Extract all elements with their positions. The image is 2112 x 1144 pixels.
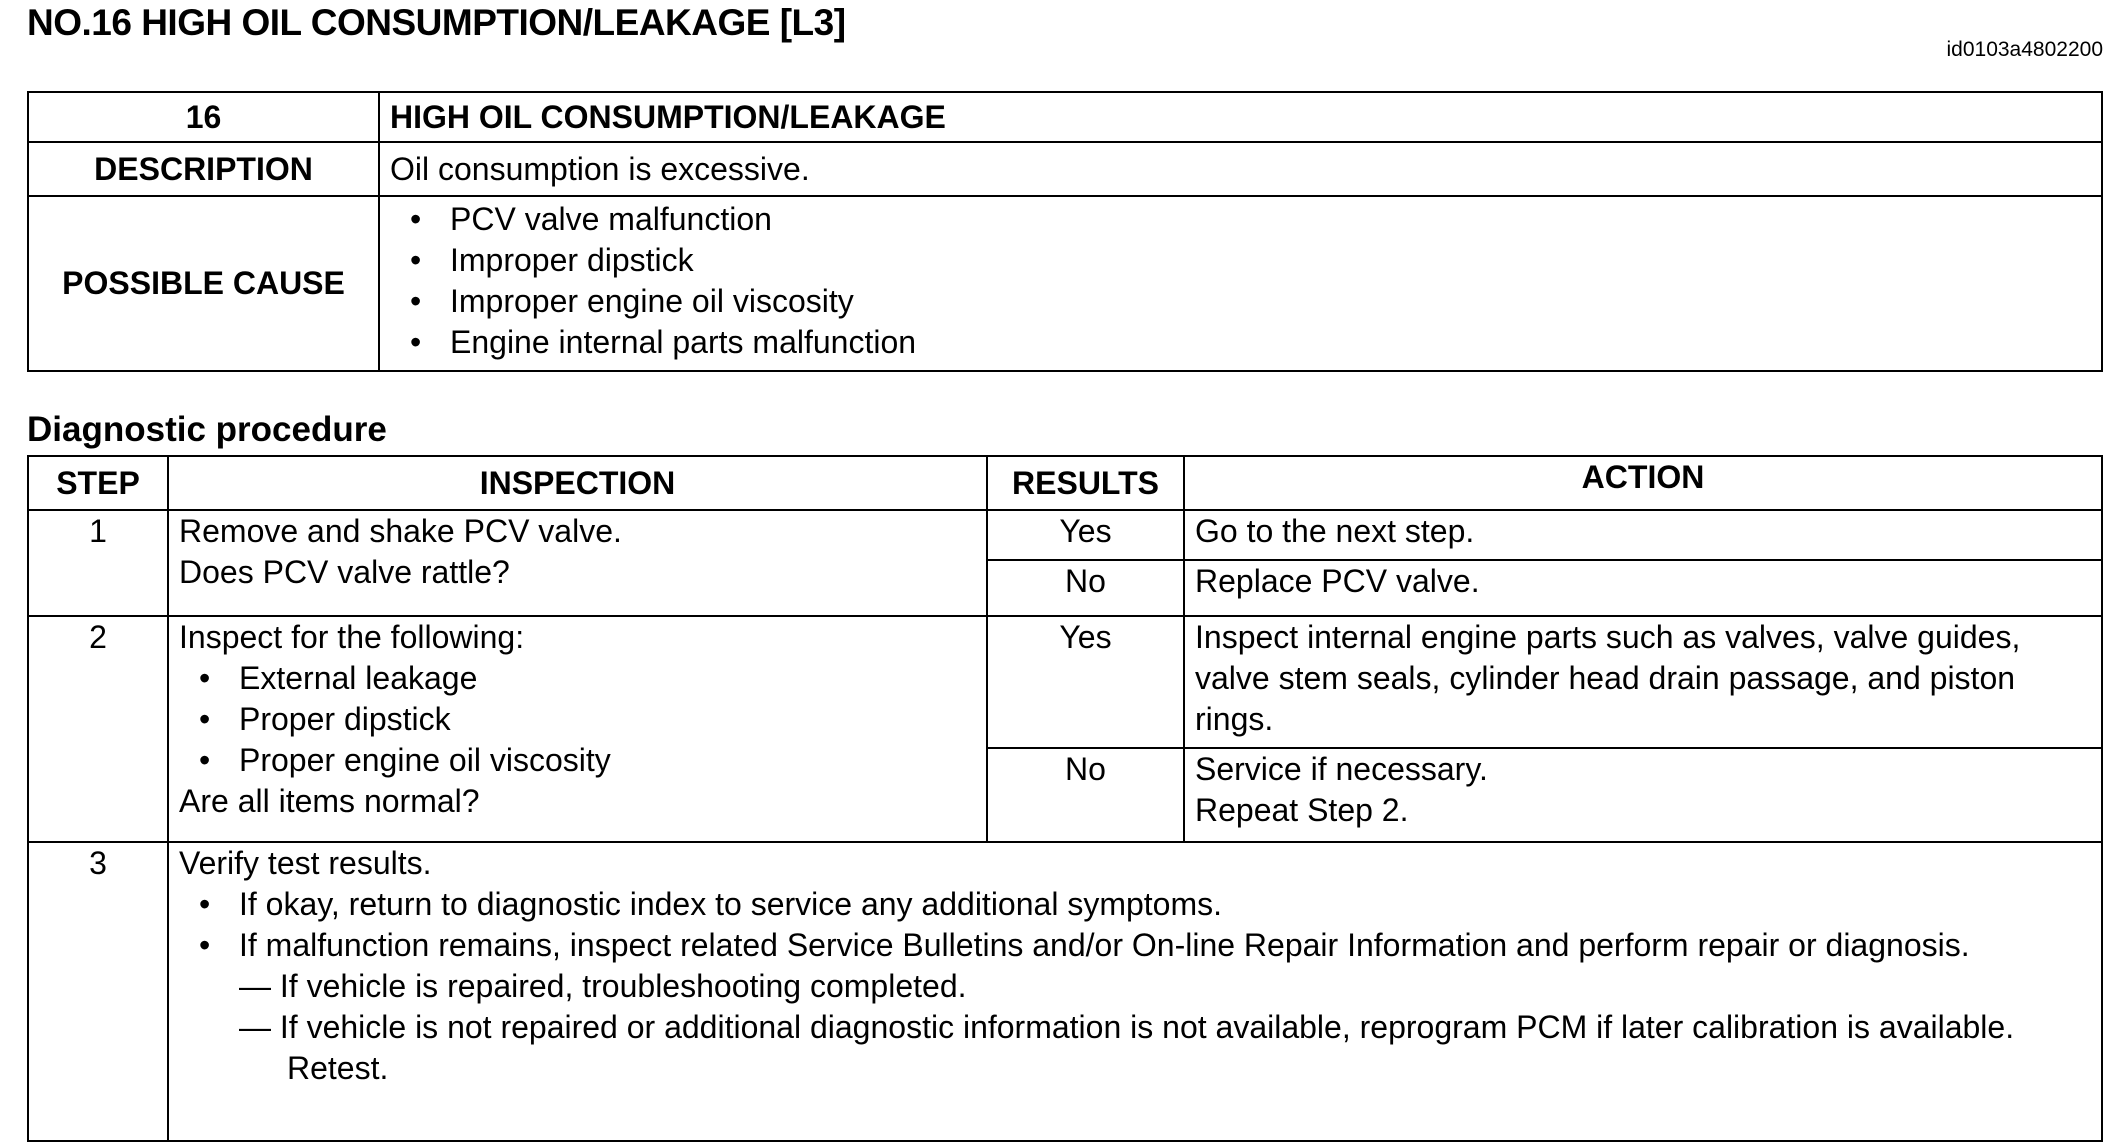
action-text: Go to the next step. <box>1184 510 2102 560</box>
inspection-line: Are all items normal? <box>179 783 480 819</box>
action-line: Service if necessary. <box>1195 751 1488 787</box>
inspection-line: Does PCV valve rattle? <box>179 554 510 590</box>
step-number: 1 <box>28 510 168 616</box>
step-number: 2 <box>28 616 168 842</box>
inspection-item: • External leakage <box>239 658 976 699</box>
verification-item: • If okay, return to diagnostic index to service any additional symptoms. <box>239 884 2091 925</box>
header-results: RESULTS <box>987 456 1184 510</box>
description-label: DESCRIPTION <box>28 142 379 196</box>
page-title: NO.16 HIGH OIL CONSUMPTION/LEAKAGE [L3] <box>27 2 846 43</box>
action-text <box>1184 748 2102 842</box>
result-no: No <box>987 560 1184 616</box>
verification-item: • If malfunction remains, inspect related Service Bulletins and/or On-line Repair Information and perform repair or diagnosis. <box>239 925 2091 966</box>
document-id: id0103a4802200 <box>1946 38 2103 61</box>
header-action: ACTION <box>1184 456 2102 510</box>
cause-item: • PCV valve malfunction <box>450 199 2091 240</box>
inspection-line: Inspect for the following: <box>179 619 525 655</box>
header-step: STEP <box>28 456 168 510</box>
result-yes: Yes <box>987 510 1184 560</box>
inspection-item: • Proper engine oil viscosity <box>239 740 976 781</box>
action-text: Replace PCV valve. <box>1184 560 2102 616</box>
description-text: Oil consumption is excessive. <box>379 142 2102 196</box>
result-no: No <box>987 748 1184 842</box>
symptom-heading: HIGH OIL CONSUMPTION/LEAKAGE <box>379 92 2102 142</box>
summary-table <box>27 91 2103 372</box>
header-inspection: INSPECTION <box>168 456 987 510</box>
result-yes: Yes <box>987 616 1184 748</box>
cause-item: • Engine internal parts malfunction <box>450 322 2091 363</box>
verification-subitem: — If vehicle is not repaired or additional diagnostic information is not available, reprogram PCM if later calibration is available. Retest. <box>239 1009 2015 1086</box>
possible-cause-label: POSSIBLE CAUSE <box>28 196 379 371</box>
procedure-table <box>27 455 2103 1142</box>
step-inspection <box>168 616 987 842</box>
possible-cause-list <box>379 196 2102 371</box>
inspection-item: • Proper dipstick <box>239 699 976 740</box>
procedure-heading: Diagnostic procedure <box>27 410 387 449</box>
verification-subitem: — If vehicle is repaired, troubleshooting completed. <box>239 968 967 1004</box>
action-text: Inspect internal engine parts such as valves, valve guides, valve stem seals, cylinder head drain passage, and piston rings. <box>1184 616 2102 748</box>
step-inspection <box>168 510 987 616</box>
symptom-number: 16 <box>28 92 379 142</box>
step-number: 3 <box>28 842 168 1141</box>
cause-item: • Improper engine oil viscosity <box>450 281 2091 322</box>
step-verification <box>168 842 2102 1141</box>
action-line: Repeat Step 2. <box>1195 792 1409 828</box>
cause-item: • Improper dipstick <box>450 240 2091 281</box>
verification-intro: Verify test results. <box>179 845 432 881</box>
inspection-line: Remove and shake PCV valve. <box>179 513 622 549</box>
